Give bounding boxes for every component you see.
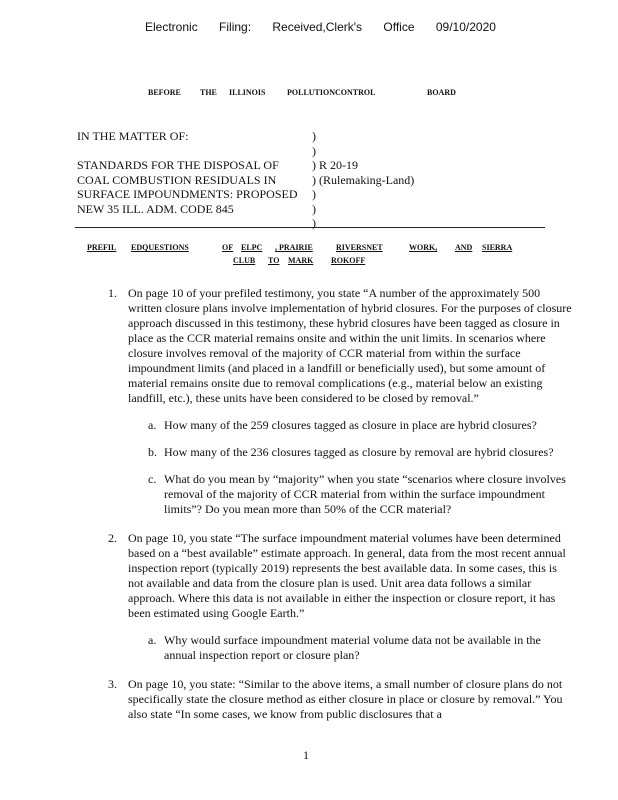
caption-divider xyxy=(75,227,545,228)
heading-word: MARK xyxy=(288,256,314,265)
caption-left-line: SURFACE IMPOUNDMENTS: PROPOSED xyxy=(77,187,298,201)
caption-docket: ) R 20-19 xyxy=(312,158,358,172)
heading-word: ELPC xyxy=(241,243,263,252)
sub-question-letter: a. xyxy=(148,633,157,647)
sub-question xyxy=(148,445,574,460)
question-number: 1. xyxy=(108,286,117,300)
board-pollution-control: POLLUTIONCONTROL xyxy=(287,88,376,97)
board-the: THE xyxy=(200,88,217,97)
caption-right-line: ) xyxy=(312,216,316,230)
caption-left-line xyxy=(77,216,305,231)
caption-left-line: STANDARDS FOR THE DISPOSAL OF xyxy=(77,158,279,172)
sub-question-letter: b. xyxy=(148,445,157,459)
question-text: On page 10 of your prefiled testimony, you state “A number of the approximately 500 written closure plans involve implementation of hybrid closures. For the purposes of closure approach discussed in this testimony, these hybrid closures have been tagged as closure in place as the CCR material remains onsite and within the unit limits. In scenarios where closure involves removal of the majority of CCR material from within the surface impoundment limits (and placed in a landfill or beneficially used), but some amount of material remains onsite due to removal complications (e.g., material below an existing landfill, etc.), these units have been considered to be closed by removal.” xyxy=(128,286,572,405)
sub-question xyxy=(148,418,574,433)
question-item xyxy=(108,677,574,722)
heading-word: OF xyxy=(222,243,234,252)
sub-question-text: How many of the 259 closures tagged as closure in place are hybrid closures? xyxy=(164,418,537,432)
heading-word: PREFIL xyxy=(87,243,117,252)
caption-left-line: IN THE MATTER OF: xyxy=(77,129,189,143)
caption-right-line: ) xyxy=(312,201,316,216)
sub-question-letter: a. xyxy=(148,418,157,432)
question-item xyxy=(108,286,574,517)
caption-right-line: ) xyxy=(312,143,316,158)
caption-left xyxy=(77,129,305,231)
filing-office: Office xyxy=(383,20,415,34)
sub-question-letter: c. xyxy=(148,472,157,486)
question-number: 3. xyxy=(108,677,117,691)
sub-question xyxy=(148,633,574,663)
question-item xyxy=(108,531,574,663)
filing-electronic: Electronic xyxy=(145,20,198,34)
heading-word: RIVERSNET xyxy=(336,243,383,252)
heading-word: AND xyxy=(455,243,473,252)
sub-question-text: What do you mean by “majority” when you state “scenarios where closure involves removal of the majority of CCR material from within the surface impoundment limits”? Do you mean more than 50% of the CCR material? xyxy=(164,472,566,516)
question-text: On page 10, you state “The surface impoundment material volumes have been determined based on a “best available” estimate approach. In general, data from the most recent annual inspection report (typically 2019) represents the best available data. In some cases, this is not available and data from the closure plan is used. Unit area data follows a similar approach. Where this data is not available in either the inspection or closure report, it has been estimated using Google Earth.” xyxy=(128,531,566,620)
caption-right-line: ) xyxy=(312,187,316,201)
caption-right xyxy=(312,129,414,231)
filing-date: 09/10/2020 xyxy=(435,20,496,34)
heading-word: TO xyxy=(268,256,280,265)
caption-right-line: ) xyxy=(312,129,316,143)
filing-received: Received,Clerk's xyxy=(272,20,363,34)
sub-question-text: How many of the 236 closures tagged as closure by removal are hybrid closures? xyxy=(164,445,554,459)
heading-word: SIERRA xyxy=(482,243,513,252)
sub-question-text: Why would surface impoundment material volume data not be available in the annual inspection report or closure plan? xyxy=(164,633,541,662)
board-before: BEFORE xyxy=(148,88,181,97)
question-number: 2. xyxy=(108,531,117,545)
caption-left-line: COAL COMBUSTION RESIDUALS IN xyxy=(77,172,277,187)
heading-word: ROKOFF xyxy=(331,256,366,265)
question-list xyxy=(108,286,574,736)
heading-word: WORK, xyxy=(409,243,438,252)
sub-question xyxy=(148,472,574,517)
board-illinois: ILLINOIS xyxy=(229,88,266,97)
caption-left-line: NEW 35 ILL. ADM. CODE 845 xyxy=(77,201,234,216)
caption-rulemaking: ) (Rulemaking-Land) xyxy=(312,172,415,187)
caption-left-line xyxy=(77,144,305,159)
heading-word: CLUB xyxy=(233,256,256,265)
filing-stamp xyxy=(145,20,496,34)
heading-word: , PRAIRIE xyxy=(275,243,313,252)
question-text: On page 10, you state: “Similar to the above items, a small number of closure plans do not specifically state the closure method as either closure in place or closure by removal.” You also state “In some cases, we know from public disclosures that a xyxy=(128,677,563,721)
heading-word: EDQUESTIONS xyxy=(131,243,189,252)
filing-label: Filing: xyxy=(219,20,252,34)
board-board: BOARD xyxy=(427,88,456,97)
page-number: 1 xyxy=(303,748,309,762)
